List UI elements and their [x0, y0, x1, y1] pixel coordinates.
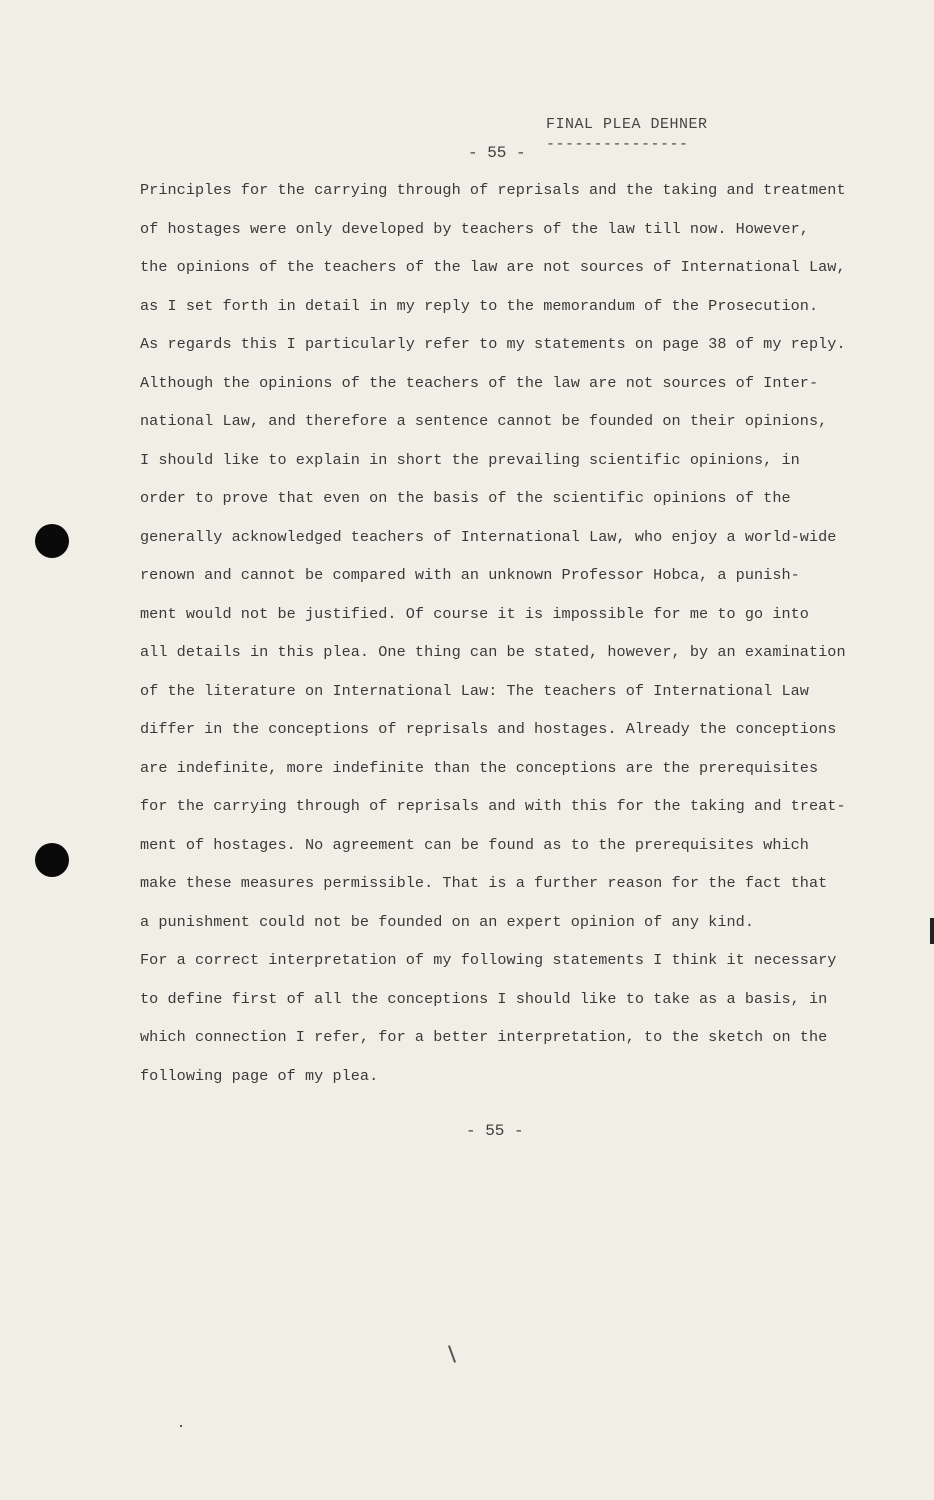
header-underline: --------------- [546, 136, 689, 153]
text-line: to define first of all the conceptions I should like to take as a basis, in [140, 989, 828, 1008]
text-line: all details in this plea. One thing can be stated, however, by an examination [140, 643, 846, 661]
page-number-bottom: - 55 - [466, 1122, 524, 1140]
punch-hole [35, 843, 69, 877]
text-line: ment of hostages. No agreement can be found as to the prerequisites which [140, 835, 809, 854]
text-line: are indefinite, more indefinite than the conceptions are the prerequisites [140, 758, 819, 777]
paper-speck [180, 1425, 182, 1427]
text-line: Although the opinions of the teachers of the law are not sources of Inter- [140, 373, 819, 392]
text-line: order to prove that even on the basis of the scientific opinions of the [140, 489, 791, 507]
paper-speck [448, 1345, 456, 1363]
text-line: of the literature on International Law: The teachers of International Law [140, 681, 809, 700]
punch-hole [35, 524, 69, 558]
text-line: As regards this I particularly refer to my statements on page 38 of my reply. [140, 335, 846, 353]
text-line: I should like to explain in short the prevailing scientific opinions, in [140, 450, 800, 469]
text-line: as I set forth in detail in my reply to the memorandum of the Prosecution. [140, 296, 819, 315]
text-line: For a correct interpretation of my following statements I think it necessary [140, 951, 837, 969]
text-line: which connection I refer, for a better interpretation, to the sketch on the [140, 1028, 828, 1046]
text-line: make these measures permissible. That is a further reason for the fact that [140, 874, 828, 892]
text-line: differ in the conceptions of reprisals and hostages. Already the conceptions [140, 720, 837, 738]
text-line: renown and cannot be compared with an unknown Professor Hobca, a punish- [140, 566, 800, 584]
text-line: a punishment could not be founded on an expert opinion of any kind. [140, 912, 754, 931]
page-number-top: - 55 - [468, 144, 526, 162]
text-line: generally acknowledged teachers of International Law, who enjoy a world-wide [140, 527, 837, 546]
document-header-title: FINAL PLEA DEHNER [546, 116, 708, 133]
text-line: for the carrying through of reprisals and with this for the taking and treat- [140, 797, 846, 815]
body-text [140, 175, 900, 1099]
text-line: following page of my plea. [140, 1066, 379, 1085]
text-line: of hostages were only developed by teachers of the law till now. However, [140, 219, 809, 238]
text-line: ment would not be justified. Of course it is impossible for me to go into [140, 604, 809, 623]
text-line: Principles for the carrying through of reprisals and the taking and treatment [140, 181, 846, 199]
edge-mark [930, 918, 934, 944]
text-line: the opinions of the teachers of the law are not sources of International Law, [140, 258, 846, 276]
text-line: national Law, and therefore a sentence cannot be founded on their opinions, [140, 412, 828, 430]
